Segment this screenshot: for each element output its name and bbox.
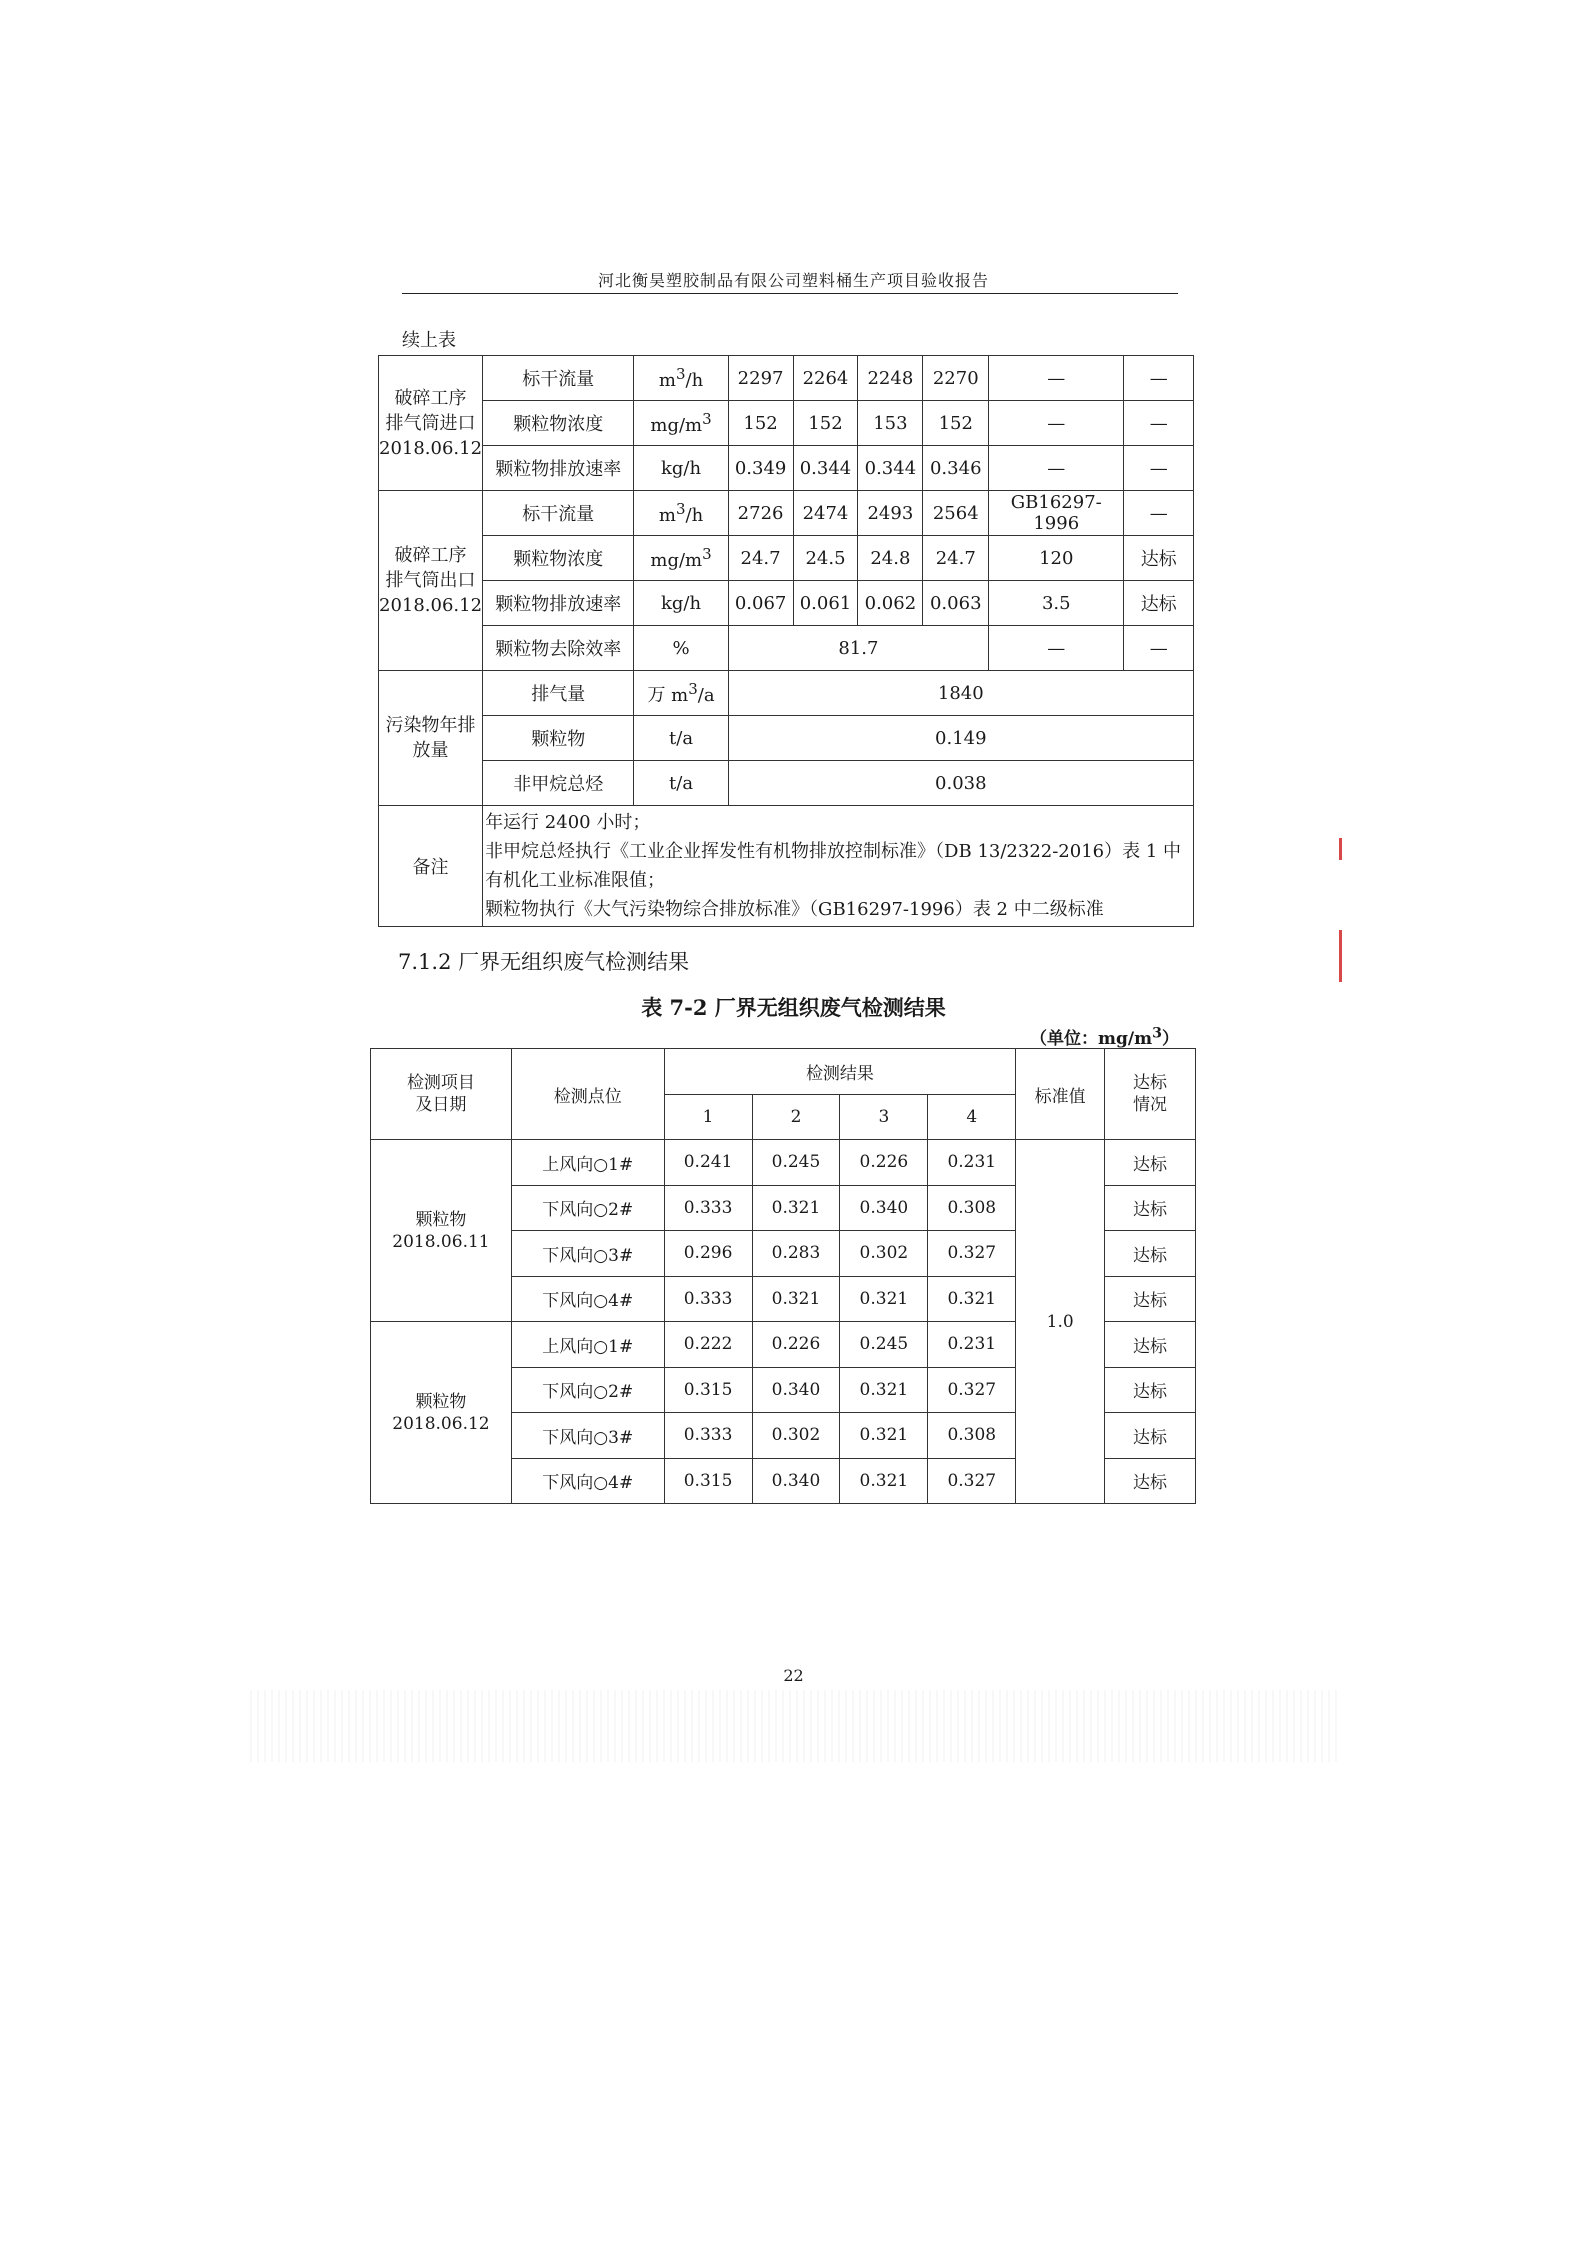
header-col: 2 [752,1094,840,1140]
value-cell: 0.226 [840,1140,928,1186]
value-cell: 2248 [858,356,923,401]
remarks-line: 有机化工业标准限值； [485,870,666,891]
value-cell: 0.296 [664,1231,752,1277]
header-item [371,1049,512,1140]
emission-table [378,355,1194,927]
value-cell: 2264 [793,356,858,401]
group-line: 2018.06.12 [392,1413,490,1434]
value-cell: 0.333 [664,1413,752,1459]
value-cell: 0.327 [928,1231,1016,1277]
group-line: 排气筒进口 [385,412,476,434]
unit-cell: t/a [634,761,728,806]
value-cell: 0.327 [928,1367,1016,1413]
value-cell: 0.321 [752,1185,840,1231]
value-cell: 0.321 [840,1458,928,1504]
unit-cell [634,356,728,401]
value-cell: 152 [923,401,989,446]
value-cell: 0.061 [793,581,858,626]
table-title: 表 7-2 厂界无组织废气检测结果 [641,995,946,1020]
value-cell: 0.231 [928,1322,1016,1368]
result-cell: 达标 [1124,581,1194,626]
header-line: 情况 [1133,1095,1168,1115]
group-line: 放量 [412,740,449,761]
unit-tail: /a [697,684,715,706]
value-cell: 0.062 [858,581,923,626]
group-line: 2018.06.11 [392,1231,490,1252]
unit-sup: 3 [702,545,712,563]
annual-value: 0.038 [728,761,1193,806]
header-results: 检测结果 [664,1049,1016,1095]
unit-tail: /h [685,370,704,391]
value-cell: 0.344 [858,446,923,491]
value-cell: 0.245 [840,1322,928,1368]
unit-cell: kg/h [634,446,728,491]
unit-main: m [658,505,676,526]
table-row [379,806,1194,927]
table-row [379,401,1194,446]
value-cell: 0.340 [752,1367,840,1413]
status-cell: 达标 [1105,1140,1196,1186]
unit-main: mg/m [650,550,703,571]
item-cell: 标干流量 [483,491,634,536]
value-cell: 0.231 [928,1140,1016,1186]
item-cell: 颗粒物去除效率 [483,626,634,671]
value-cell: 24.8 [858,536,923,581]
value-cell: 153 [858,401,923,446]
point-cell: 下风向○3# [511,1413,664,1459]
status-cell: 达标 [1105,1413,1196,1459]
value-cell: 0.222 [664,1322,752,1368]
item-cell: 颗粒物排放速率 [483,446,634,491]
remarks-label: 备注 [379,806,483,927]
unit-cell [634,671,728,716]
value-cell: 0.346 [923,446,989,491]
value-cell: 0.226 [752,1322,840,1368]
group-label-inlet [379,356,483,491]
unit-sup: 3 [688,679,698,698]
value-cell: 2474 [793,491,858,536]
value-cell: 0.245 [752,1140,840,1186]
header-line: 达标 [1133,1073,1168,1093]
item-cell: 颗粒物 [483,716,634,761]
table-row [379,716,1194,761]
item-cell: 颗粒物排放速率 [483,581,634,626]
unit-main: m [658,370,676,391]
remarks-line: 颗粒物执行《大气污染物综合排放标准》（GB16297-1996）表 2 中二级标准 [485,899,1104,920]
value-cell: 0.067 [728,581,793,626]
report-header-title: 河北衡昊塑胶制品有限公司塑料桶生产项目验收报告 [597,271,989,290]
result-cell: 达标 [1124,536,1194,581]
value-cell: 0.349 [728,446,793,491]
standard-cell: — [989,356,1124,401]
table-row [379,491,1194,536]
group-label-annual [379,671,483,806]
annual-value: 1840 [728,671,1193,716]
value-cell: 24.7 [923,536,989,581]
unit-sup: 3 [675,500,686,518]
value-cell: 24.7 [728,536,793,581]
unit-main: mg/m [650,415,703,436]
value-cell: 0.321 [840,1276,928,1322]
header-col: 3 [840,1094,928,1140]
result-cell: — [1124,446,1194,491]
value-cell: 0.315 [664,1458,752,1504]
group-line: 颗粒物 [415,1391,467,1412]
value-cell: 0.308 [928,1413,1016,1459]
point-cell: 下风向○2# [511,1185,664,1231]
header-line: 检测项目 [406,1073,475,1093]
scan-noise-band [250,1690,1340,1762]
unit-main: 万 m [647,684,689,706]
item-cell: 颗粒物浓度 [483,401,634,446]
value-cell: 0.321 [928,1276,1016,1322]
header-line: 及日期 [415,1095,467,1115]
value-cell: 2297 [728,356,793,401]
value-cell: 0.302 [840,1231,928,1277]
point-cell: 上风向○1# [511,1322,664,1368]
value-cell: 0.063 [923,581,989,626]
header-point: 检测点位 [511,1049,664,1140]
value-cell: 0.333 [664,1276,752,1322]
group-line: 颗粒物 [415,1209,467,1230]
table-row [371,1140,1196,1186]
value-cell: 0.344 [793,446,858,491]
point-cell: 下风向○3# [511,1231,664,1277]
standard-cell: 3.5 [989,581,1124,626]
standard-cell: — [989,401,1124,446]
efficiency-value: 81.7 [728,626,989,671]
group-line: 2018.06.12 [379,437,483,459]
value-cell: 0.283 [752,1231,840,1277]
result-cell: — [1124,356,1194,401]
annual-value: 0.149 [728,716,1193,761]
item-cell: 非甲烷总烃 [483,761,634,806]
point-cell: 上风向○1# [511,1140,664,1186]
header-status [1105,1049,1196,1140]
edge-mark [1339,838,1342,860]
group-label-outlet [379,491,483,671]
status-cell: 达标 [1105,1276,1196,1322]
group-line: 破碎工序 [394,387,467,409]
point-cell: 下风向○4# [511,1276,664,1322]
standard-cell: GB16297-1996 [989,491,1124,536]
edge-mark [1339,930,1342,982]
remarks-text [483,806,1194,927]
unit-cell [634,401,728,446]
fugitive-emission-table [370,1048,1196,1504]
value-cell: 0.241 [664,1140,752,1186]
value-cell: 152 [728,401,793,446]
group-label [371,1322,512,1504]
header-standard: 标准值 [1016,1049,1105,1140]
item-cell: 颗粒物浓度 [483,536,634,581]
header-col: 1 [664,1094,752,1140]
value-cell: 0.327 [928,1458,1016,1504]
result-cell: — [1124,626,1194,671]
value-cell: 24.5 [793,536,858,581]
group-line: 破碎工序 [394,545,467,566]
point-cell: 下风向○2# [511,1367,664,1413]
value-cell: 2726 [728,491,793,536]
section-heading: 7.1.2 厂界无组织废气检测结果 [398,950,690,974]
status-cell: 达标 [1105,1231,1196,1277]
table-row [379,356,1194,401]
unit-cell: kg/h [634,581,728,626]
table-row [379,626,1194,671]
value-cell: 0.321 [840,1413,928,1459]
header-row [371,1049,1196,1095]
unit-cell: t/a [634,716,728,761]
standard-cell: — [989,446,1124,491]
unit-note [1030,1024,1179,1049]
page-number: 22 [783,1666,804,1685]
standard-cell: — [989,626,1124,671]
unit-sup: 3 [702,410,712,428]
header-rule [402,293,1178,294]
unit-note-tail: ） [1161,1029,1179,1049]
remarks-line: 年运行 2400 小时； [485,812,651,833]
status-cell: 达标 [1105,1367,1196,1413]
value-cell: 0.321 [752,1276,840,1322]
standard-value: 1.0 [1016,1140,1105,1504]
unit-cell [634,536,728,581]
group-line: 2018.06.12 [379,595,483,616]
value-cell: 152 [793,401,858,446]
unit-cell [634,491,728,536]
table-row [379,536,1194,581]
group-label [371,1140,512,1322]
item-cell: 标干流量 [483,356,634,401]
remarks-line: 非甲烷总烃执行《工业企业挥发性有机物排放控制标准》（DB 13/2322-2016）表 1 中 [485,841,1182,862]
group-line: 污染物年排 [385,715,476,736]
value-cell: 0.321 [840,1367,928,1413]
unit-sup: 3 [675,365,686,383]
table-row [379,671,1194,716]
result-cell: — [1124,401,1194,446]
value-cell: 0.340 [840,1185,928,1231]
value-cell: 0.302 [752,1413,840,1459]
unit-note-main: （单位：mg/m [1030,1029,1153,1049]
value-cell: 0.333 [664,1185,752,1231]
value-cell: 0.340 [752,1458,840,1504]
status-cell: 达标 [1105,1185,1196,1231]
value-cell: 0.315 [664,1367,752,1413]
status-cell: 达标 [1105,1458,1196,1504]
continued-label: 续上表 [402,330,456,351]
value-cell: 2493 [858,491,923,536]
result-cell: — [1124,491,1194,536]
header-col: 4 [928,1094,1016,1140]
value-cell: 2270 [923,356,989,401]
unit-note-sup: 3 [1152,1025,1162,1042]
value-cell: 0.308 [928,1185,1016,1231]
group-line: 排气筒出口 [385,570,476,591]
table-row [379,581,1194,626]
status-cell: 达标 [1105,1322,1196,1368]
item-cell: 排气量 [483,671,634,716]
table-row [379,446,1194,491]
point-cell: 下风向○4# [511,1458,664,1504]
unit-cell: % [634,626,728,671]
table-row [379,761,1194,806]
standard-cell: 120 [989,536,1124,581]
unit-tail: /h [685,505,704,526]
value-cell: 2564 [923,491,989,536]
